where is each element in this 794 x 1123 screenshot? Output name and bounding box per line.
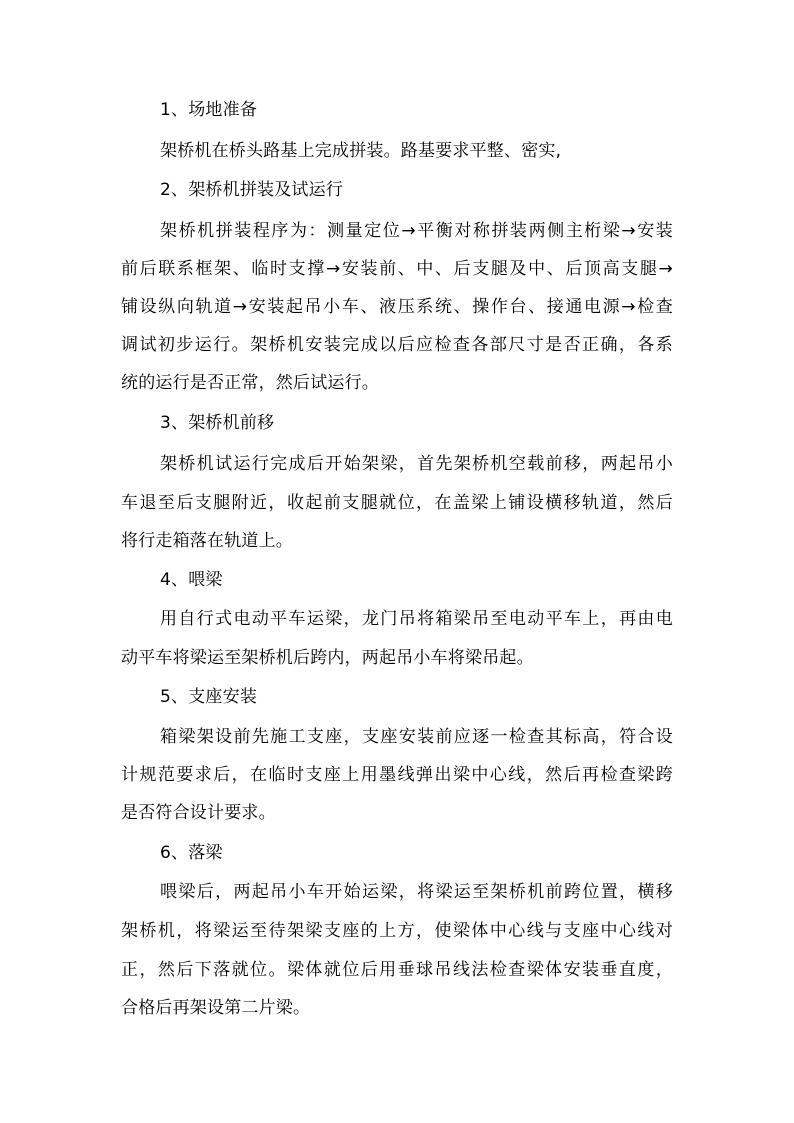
section-2-line-1: 架桥机拼装程序为：测量定位→平衡对称拼装两侧主桁梁→安装 [160, 221, 673, 241]
section-2-heading: 2、架桥机拼装及试运行 [160, 180, 344, 200]
section-1-heading: 1、场地准备 [160, 100, 258, 120]
section-6-line-3: 正，然后下落就位。梁体就位后用垂球吊线法检查梁体安装垂直度， [121, 960, 673, 980]
section-2-line-5: 统的运行是否正常，然后试运行。 [121, 373, 379, 393]
section-6-line-1: 喂梁后，两起吊小车开始运梁，将梁运至架桥机前跨位置，横移 [160, 882, 673, 902]
section-6-heading: 6、落梁 [160, 843, 223, 863]
section-2-line-4: 调试初步运行。架桥机安装完成以后应检查各部尺寸是否正确，各系 [121, 335, 673, 355]
section-3-line-2: 车退至后支腿附近，收起前支腿就位，在盖梁上铺设横移轨道，然后 [121, 493, 673, 513]
section-6-line-4: 合格后再架设第二片梁。 [121, 998, 311, 1018]
section-5-line-3: 是否符合设计要求。 [121, 803, 276, 823]
section-3-heading: 3、架桥机前移 [160, 413, 275, 433]
section-3-line-3: 将行走箱落在轨道上。 [121, 531, 293, 551]
section-5-heading: 5、支座安装 [160, 687, 258, 707]
section-4-line-2: 动平车将梁运至架桥机后跨内，两起吊小车将梁吊起。 [121, 648, 534, 668]
section-5-line-1: 箱梁架设前先施工支座，支座安装前应逐一检查其标高，符合设 [160, 727, 673, 747]
section-3-line-1: 架桥机试运行完成后开始架梁，首先架桥机空载前移，两起吊小 [160, 454, 673, 474]
section-2-line-2: 前后联系框架、临时支撑→安装前、中、后支腿及中、后顶高支腿→ [121, 259, 673, 279]
section-5-line-2: 计规范要求后，在临时支座上用墨线弹出梁中心线，然后再检查梁跨 [121, 765, 673, 785]
section-2-line-3: 铺设纵向轨道→安装起吊小车、液压系统、操作台、接通电源→检查 [121, 297, 673, 317]
section-4-line-1: 用自行式电动平车运梁，龙门吊将箱梁吊至电动平车上，再由电 [160, 609, 673, 629]
section-4-heading: 4、喂梁 [160, 570, 223, 590]
section-6-line-2: 架桥机，将梁运至待架梁支座的上方，使梁体中心线与支座中心线对 [121, 921, 673, 941]
section-1-line-1: 架桥机在桥头路基上完成拼装。路基要求平整、密实, [160, 141, 562, 161]
